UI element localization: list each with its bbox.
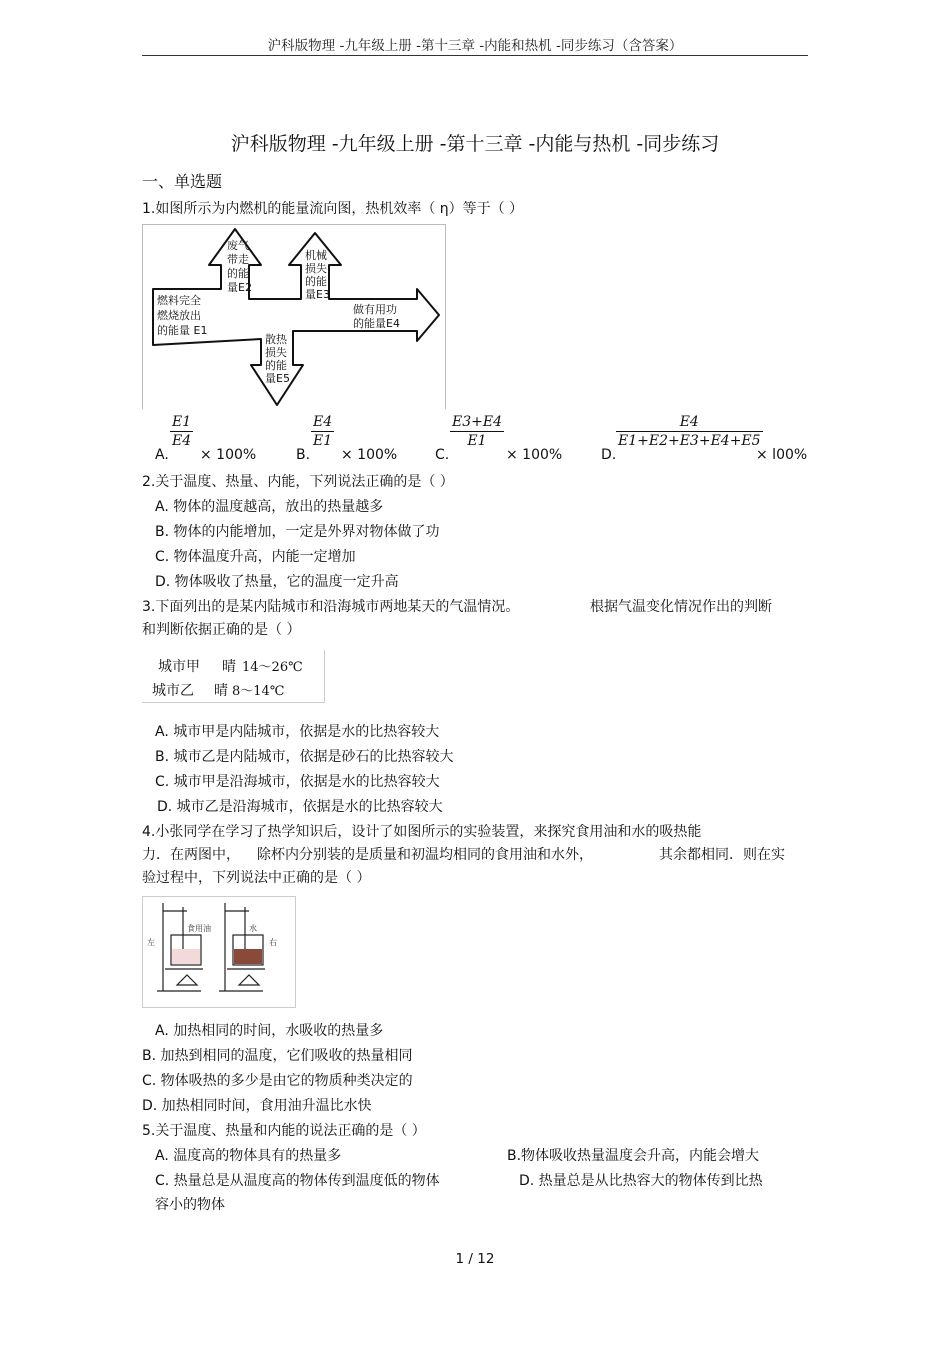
q1-option-b-letter: B. <box>296 447 311 463</box>
q1-option-a-denominator: E4 <box>172 433 192 449</box>
water-label: 水 <box>249 924 257 933</box>
oil-label: 食用油 <box>187 924 211 933</box>
q1-option-d-numerator: E4 <box>616 414 763 432</box>
q1-option-a-fraction <box>170 414 193 449</box>
q1-option-d-suffix: × l00% <box>756 447 808 463</box>
q4-option-d: D. 加热相同时间，食用油升温比水快 <box>142 1098 372 1114</box>
q1-option-c-suffix: × 100% <box>506 447 563 463</box>
q5-option-b: B.物体吸收热量温度会升高，内能会增大 <box>507 1148 760 1164</box>
mech-label-3: 的能 <box>305 275 327 288</box>
source-label-1: 燃料完全 <box>157 294 201 307</box>
q5-option-c: C. 热量总是从温度高的物体传到温度低的物体 <box>155 1173 440 1189</box>
q2-option-d: D. 物体吸收了热量，它的温度一定升高 <box>155 574 399 590</box>
q3-temperature-table <box>142 650 325 703</box>
useful-label-1: 做有用功 <box>353 303 397 316</box>
q4-stem-line1: 4.小张同学在学习了热学知识后，设计了如图所示的实验装置，来探究食用油和水的吸热能 <box>142 824 702 840</box>
heat-label-4: 量E5 <box>265 372 290 385</box>
q1-energy-flow-figure <box>142 224 446 409</box>
q3-row2-weather: 晴 <box>214 683 228 699</box>
q5-option-a: A. 温度高的物体具有的热量多 <box>155 1148 342 1164</box>
q3-option-a: A. 城市甲是内陆城市，依据是水的比热容较大 <box>155 724 440 740</box>
q4-option-a: A. 加热相同的时间，水吸收的热量多 <box>155 1023 384 1039</box>
source-label-3: 的能量 E1 <box>157 324 208 337</box>
q5-stem: 5.关于温度、热量和内能的说法正确的是（ ） <box>142 1123 426 1139</box>
q3-row1-temp: 14～26℃ <box>242 660 303 675</box>
q4-option-b: B. 加热到相同的温度，它们吸收的热量相同 <box>142 1048 413 1064</box>
mech-label-2: 损失 <box>305 262 327 275</box>
q3-stem-line1b: 根据气温变化情况作出的判断 <box>590 599 772 615</box>
q1-option-b-denominator: E1 <box>313 433 333 449</box>
q1-stem: 1.如图所示为内燃机的能量流向图，热机效率（ η）等于（ ） <box>142 201 524 217</box>
section-heading: 一、单选题 <box>142 172 223 191</box>
q5-option-d-line2: 容小的物体 <box>155 1197 225 1213</box>
waste-label-3: 的能 <box>227 267 249 280</box>
q1-option-c-numerator: E3+E4 <box>452 414 502 430</box>
energy-flow-diagram <box>143 225 445 409</box>
q4-stem-line2c: 其余都相同．则在实 <box>659 847 785 863</box>
q3-option-d: D. 城市乙是沿海城市，依据是水的比热容较大 <box>157 799 443 815</box>
q3-row1-weather: 晴 <box>222 659 236 675</box>
source-label-2: 燃烧放出 <box>157 309 201 322</box>
waste-label-1: 废气 <box>227 239 249 252</box>
q1-option-d-letter: D. <box>601 447 617 463</box>
water-fill <box>234 949 262 964</box>
waste-label-4: 量E2 <box>227 281 252 294</box>
q1-option-b-fraction <box>311 414 334 449</box>
q1-option-a-letter: A. <box>155 447 169 463</box>
mech-label-1: 机械 <box>305 249 327 262</box>
q1-option-c-denominator: E1 <box>467 433 487 449</box>
q3-stem-line1: 3.下面列出的是某内陆城市和沿海城市两地某天的气温情况。 <box>142 599 520 615</box>
header-divider <box>142 55 808 56</box>
q4-apparatus-figure <box>142 896 296 1008</box>
mech-label-4: 量E3 <box>305 288 330 301</box>
useful-label-2: 的能量E4 <box>353 317 400 330</box>
q4-option-c: C. 物体吸热的多少是由它的物质种类决定的 <box>142 1073 413 1089</box>
left-label: 左 <box>147 938 155 947</box>
q3-row2-city: 城市乙 <box>152 683 194 699</box>
q3-stem-line2: 和判断依据正确的是（ ） <box>142 622 301 638</box>
apparatus-drawing <box>143 897 295 1007</box>
q1-option-b-numerator: E4 <box>313 414 333 430</box>
q3-row1-city: 城市甲 <box>158 659 200 675</box>
right-label: 右 <box>269 938 277 947</box>
q1-option-a-numerator: E1 <box>172 414 192 430</box>
q2-option-c: C. 物体温度升高，内能一定增加 <box>155 549 356 565</box>
page-number: 1 / 12 <box>455 1251 495 1267</box>
q1-option-d-fraction <box>616 414 763 449</box>
q4-stem-line2a: 力．在两图中， <box>142 847 240 863</box>
q1-option-d-denominator: E1+E2+E3+E4+E5 <box>618 433 761 449</box>
q2-option-b: B. 物体的内能增加，一定是外界对物体做了功 <box>155 524 440 540</box>
q2-stem: 2.关于温度、热量、内能，下列说法正确的是（ ） <box>142 474 454 490</box>
q3-row2-temp: 8～14℃ <box>232 684 285 699</box>
q4-stem-line3: 验过程中，下列说法中正确的是（ ） <box>142 870 371 886</box>
heat-label-1: 散热 <box>265 333 287 346</box>
q2-option-a: A. 物体的温度越高，放出的热量越多 <box>155 499 384 515</box>
q3-option-b: B. 城市乙是内陆城市，依据是砂石的比热容较大 <box>155 749 454 765</box>
waste-label-2: 带走 <box>227 253 249 266</box>
q1-option-c-letter: C. <box>435 447 450 463</box>
q3-option-c: C. 城市甲是沿海城市，依据是水的比热容较大 <box>155 774 440 790</box>
oil-fill <box>172 949 200 964</box>
document-title: 沪科版物理 -九年级上册 -第十三章 -内能与热机 -同步练习 <box>230 133 720 155</box>
q1-option-a-suffix: × 100% <box>200 447 257 463</box>
q1-option-b-suffix: × 100% <box>341 447 398 463</box>
q4-stem-line2b: 除杯内分别装的是质量和初温均相同的食用油和水外， <box>257 847 593 863</box>
heat-label-3: 的能 <box>265 359 287 372</box>
heat-label-2: 损失 <box>265 346 287 359</box>
q5-option-d-line1: D. 热量总是从比热容大的物体传到比热 <box>519 1173 763 1189</box>
q1-option-c-fraction <box>450 414 504 449</box>
running-header: 沪科版物理 -九年级上册 -第十三章 -内能和热机 -同步练习（含答案） <box>267 38 683 54</box>
